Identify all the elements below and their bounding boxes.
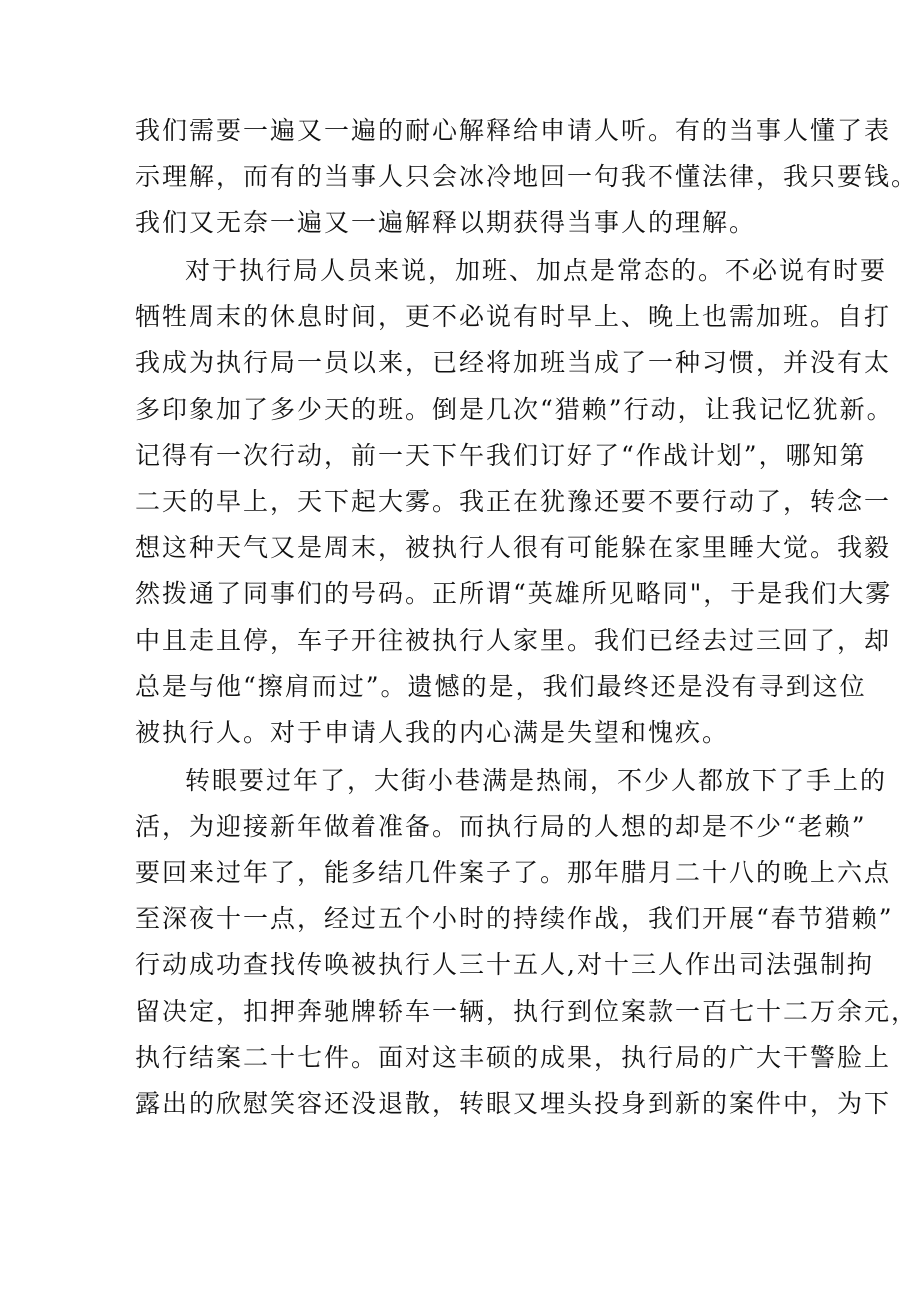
paragraph-3	[135, 758, 919, 1128]
text-line: 二天的早上，天下起大雾。我正在犹豫还要不要行动了，转念一	[135, 487, 892, 516]
text-line: 行动成功查找传唤被执行人三十五人,对十三人作出司法强制拘	[135, 950, 874, 980]
paragraph-1	[135, 108, 919, 247]
text-line: 多印象加了多少天的班。倒是几次“猎赖”行动，让我记忆犹新。	[135, 394, 894, 424]
text-line: 活，为迎接新年做着准备。而执行局的人想的却是不少“老赖”	[135, 811, 867, 841]
text-line: 总是与他“擦肩而过”。遗憾的是，我们最终还是没有寻到这位	[135, 671, 867, 701]
text-line: 中且走且停，车子开往被执行人家里。我们已经去过三回了，却	[135, 625, 892, 655]
text-line: 至深夜十一点，经过五个小时的持续作战，我们开展“春节猎赖”	[135, 904, 894, 934]
text-line: 我成为执行局一员以来，已经将加班当成了一种习惯，并没有太	[135, 348, 892, 378]
text-line: 示理解，而有的当事人只会冰冷地回一句我不懂法律，我只要钱。	[135, 162, 919, 192]
text-line: 露出的欣慰笑容还没退散，转眼又埋头投身到新的案件中，为下	[135, 1088, 892, 1118]
text-line: 然拨通了同事们的号码。正所谓“英雄所见略同"，于是我们大雾	[135, 579, 893, 609]
text-line: 我们需要一遍又一遍的耐心解释给申请人听。有的当事人懂了表	[135, 116, 892, 145]
text-line: 要回来过年了，能多结几件案子了。那年腊月二十八的晚上六点	[135, 858, 892, 887]
text-line: 被执行人。对于申请人我的内心满是失望和愧疚。	[135, 717, 730, 747]
text-line: 我们又无奈一遍又一遍解释以期获得当事人的理解。	[135, 208, 757, 238]
text-line: 留决定，扣押奔驰牌轿车一辆，执行到位案款一百七十二万余元，	[135, 996, 919, 1026]
text-line: 对于执行局人员来说，加班、加点是常态的。不必说有时要	[185, 256, 888, 286]
text-line: 想这种天气又是周末，被执行人很有可能躲在家里睡大觉。我毅	[135, 533, 892, 563]
text-line: 记得有一次行动，前一天下午我们订好了“作战计划”，哪知第	[135, 440, 867, 470]
text-line: 执行结案二十七件。面对这丰硕的成果，执行局的广大干警脸上	[135, 1042, 892, 1072]
text-line: 转眼要过年了，大街小巷满是热闹，不少人都放下了手上的	[185, 765, 888, 795]
paragraph-2	[135, 248, 894, 756]
document-body	[135, 108, 919, 1127]
text-line: 牺牲周末的休息时间，更不必说有时早上、晚上也需加班。自打	[135, 302, 892, 332]
